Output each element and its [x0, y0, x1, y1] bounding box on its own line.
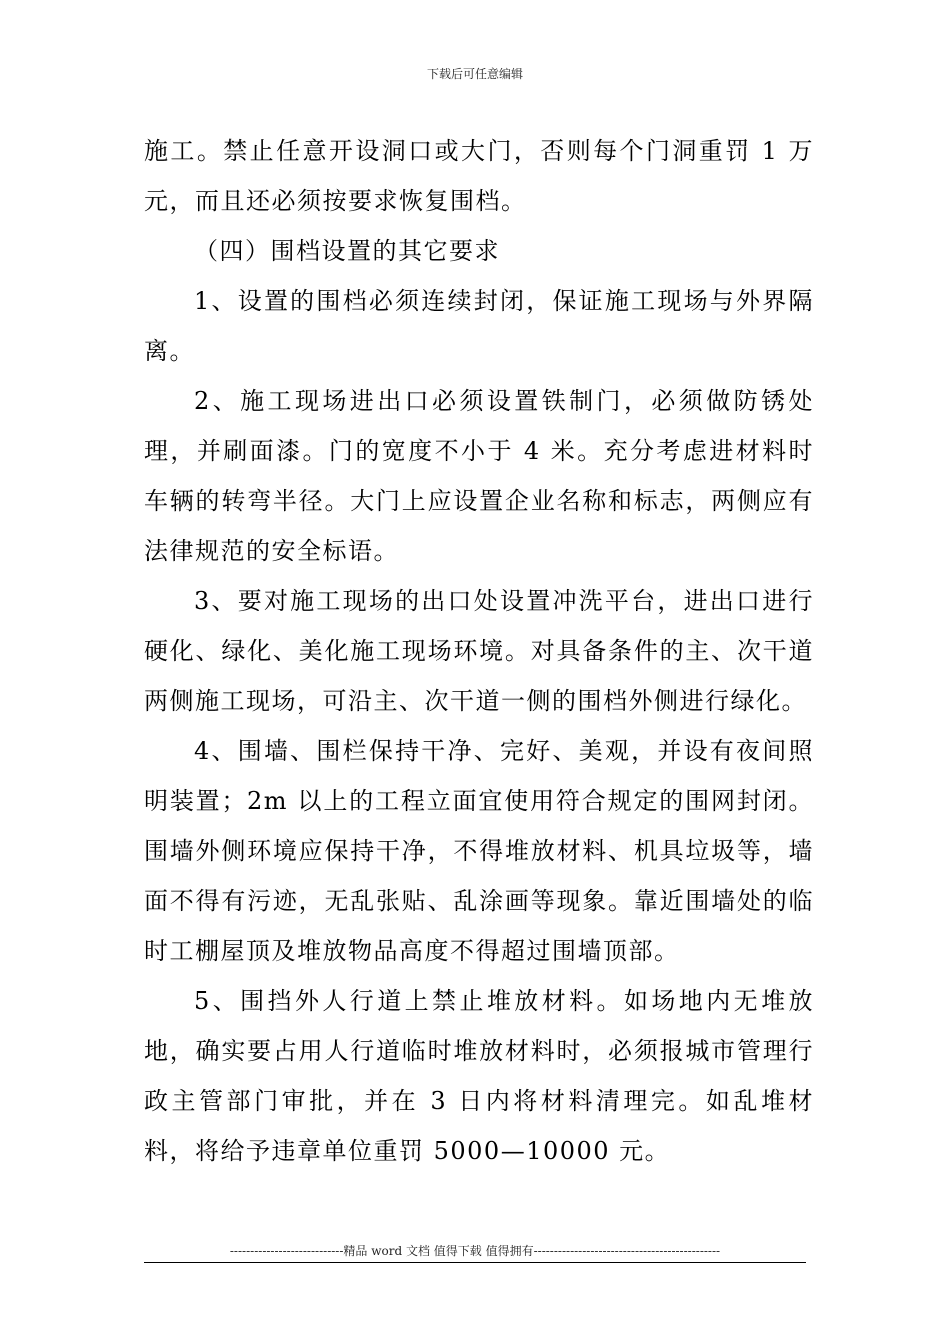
- paragraph-item-4: 4、围墙、围栏保持干净、完好、美观，并设有夜间照明装置；2m 以上的工程立面宜使用符合规定的围网封闭。围墙外侧环境应保持干净，不得堆放材料、机具垃圾等，墙面不得有污迹，无乱张贴、乱涂画等现象。靠近围墙处的临时工棚屋顶及堆放物品高度不得超过围墙顶部。: [144, 737, 814, 965]
- page-header: 下载后可任意编辑: [426, 67, 523, 81]
- paragraph-item-5: 5、围挡外人行道上禁止堆放材料。如场地内无堆放地，确实要占用人行道临时堆放材料时，必须报城市管理行政主管部门审批，并在 3 日内将材料清理完。如乱堆材料，将给予违章单位重罚 5000—10000 元。: [144, 987, 814, 1165]
- document-body: [144, 126, 814, 1176]
- page-footer: ----------------------------精品 word 文档 值得下载 值得拥有----------------------------------------------: [229, 1244, 721, 1258]
- paragraph-continuation: 施工。禁止任意开设洞口或大门，否则每个门洞重罚 1 万元，而且还必须按要求恢复围档。: [144, 137, 814, 215]
- section-heading: （四）围档设置的其它要求: [194, 237, 500, 265]
- footer-divider: [144, 1262, 806, 1263]
- paragraph-item-1: 1、设置的围档必须连续封闭，保证施工现场与外界隔离。: [144, 287, 814, 365]
- paragraph-item-2: 2、施工现场进出口必须设置铁制门，必须做防锈处理，并刷面漆。门的宽度不小于 4 米。充分考虑进材料时车辆的转弯半径。大门上应设置企业名称和标志，两侧应有法律规范的安全标语。: [144, 387, 814, 565]
- paragraph-item-3: 3、要对施工现场的出口处设置冲洗平台，进出口进行硬化、绿化、美化施工现场环境。对具备条件的主、次干道两侧施工现场，可沿主、次干道一侧的围档外侧进行绿化。: [144, 587, 814, 715]
